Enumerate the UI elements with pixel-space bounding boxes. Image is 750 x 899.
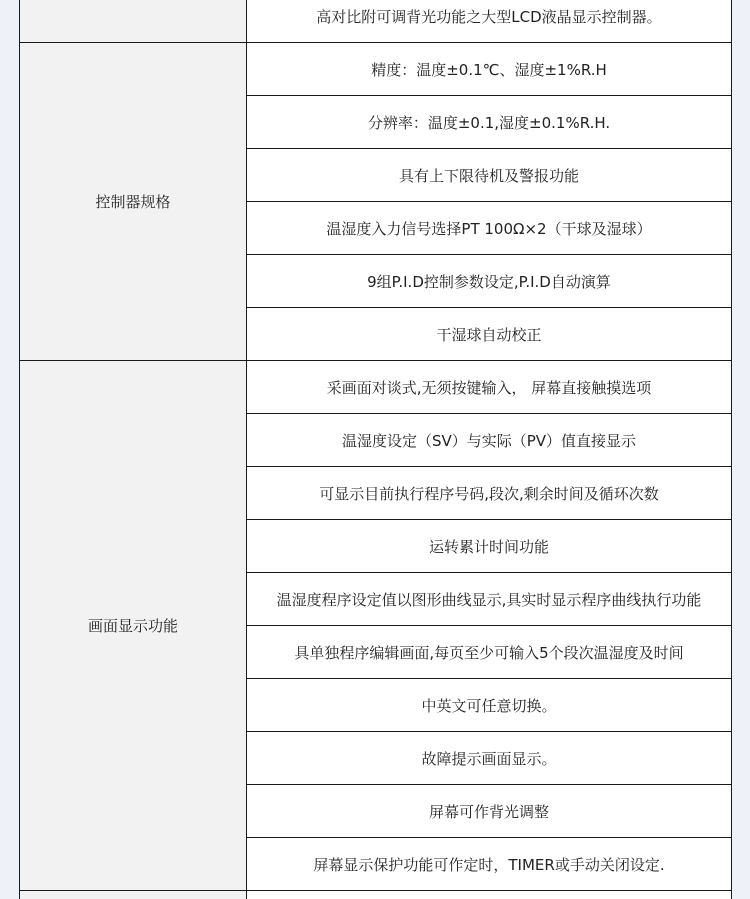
category-display-function: 画面显示功能 xyxy=(20,361,247,891)
table-row xyxy=(20,891,732,899)
spec-value-cell-cut-off xyxy=(247,891,732,899)
spec-value-cell: 屏幕可作背光调整 xyxy=(247,785,732,838)
table-row xyxy=(20,0,732,43)
category-cell-cut-off xyxy=(20,891,247,899)
table-row xyxy=(20,361,732,414)
spec-value-cell: 精度：温度±0.1℃、湿度±1%R.H xyxy=(247,43,732,96)
spec-value-cell: 干湿球自动校正 xyxy=(247,308,732,361)
spec-table xyxy=(19,0,732,899)
spec-value-cell: 具有上下限待机及警报功能 xyxy=(247,149,732,202)
spec-value-cell: 分辨率：温度±0.1,湿度±0.1%R.H. xyxy=(247,96,732,149)
spec-value-cell: 中英文可任意切换。 xyxy=(247,679,732,732)
category-cell-empty xyxy=(20,0,247,43)
spec-value-cell: 温湿度设定（SV）与实际（PV）值直接显示 xyxy=(247,414,732,467)
spec-value-cell: 故障提示画面显示。 xyxy=(247,732,732,785)
spec-value-cell: 高对比附可调背光功能之大型LCD液晶显示控制器。 xyxy=(247,0,732,43)
spec-value-cell: 可显示目前执行程序号码,段次,剩余时间及循环次数 xyxy=(247,467,732,520)
spec-value-cell: 9组P.I.D控制参数设定,P.I.D自动演算 xyxy=(247,255,732,308)
spec-value-cell: 运转累计时间功能 xyxy=(247,520,732,573)
spec-value-cell: 温湿度入力信号选择PT 100Ω×2（干球及湿球） xyxy=(247,202,732,255)
category-controller-spec: 控制器规格 xyxy=(20,43,247,361)
spec-value-cell: 屏幕显示保护功能可作定时，TIMER或手动关闭设定. xyxy=(247,838,732,891)
table-row xyxy=(20,43,732,96)
spec-value-cell: 具单独程序编辑画面,每页至少可输入5个段次温湿度及时间 xyxy=(247,626,732,679)
spec-value-cell: 采画面对谈式,无须按键输入， 屏幕直接触摸选项 xyxy=(247,361,732,414)
spec-value-cell: 温湿度程序设定值以图形曲线显示,具实时显示程序曲线执行功能 xyxy=(247,573,732,626)
